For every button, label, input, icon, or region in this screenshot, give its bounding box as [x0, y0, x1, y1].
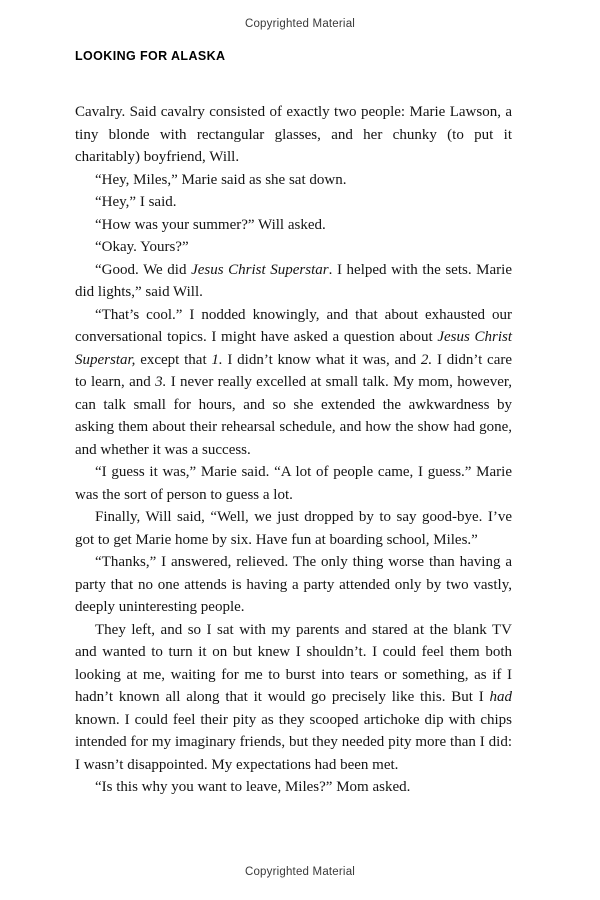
- paragraph: [75, 236, 512, 259]
- text-segment: “Hey,” I said.: [95, 194, 177, 210]
- text-segment: They left, and so I sat with my parents and stared at the blank TV and wanted to turn it on but knew I shouldn’t. I could feel them both looking at me, waiting for me to burst into tears or something, as if I hadn’t known all along that it would go precisely like this. But I: [75, 621, 512, 705]
- text-segment: “Thanks,” I answered, relieved. The only thing worse than having a party that no one attends is having a party attended only by two vastly, deeply uninteresting people.: [75, 554, 512, 615]
- text-segment-italic: 1.: [211, 351, 223, 368]
- copyright-notice-bottom: Copyrighted Material: [244, 866, 356, 878]
- text-segment: “Hey, Miles,” Marie said as she sat down.: [95, 171, 347, 188]
- text-segment: “Is this why you want to leave, Miles?” Mom asked.: [95, 779, 411, 795]
- paragraph: [75, 776, 512, 799]
- paragraph: [75, 191, 512, 214]
- text-segment: “How was your summer?” Will asked.: [95, 216, 326, 233]
- body-paragraphs: [75, 101, 512, 799]
- paragraph: [75, 506, 512, 551]
- text-segment: “I guess it was,” Marie said. “A lot of people came, I guess.” Marie was the sort of person to guess a lot.: [75, 464, 512, 503]
- text-segment: I didn’t know what it was, and: [222, 351, 421, 368]
- text-segment-italic: 3.: [155, 374, 167, 390]
- text-segment-italic: Jesus Christ Superstar,: [75, 329, 512, 368]
- text-segment: Cavalry. Said cavalry consisted of exactly two people: Marie Lawson, a tiny blonde with rectangular glasses, and her chunky (to put it charitably) boyfriend, Will.: [75, 104, 512, 165]
- paragraph: [75, 259, 512, 304]
- text-segment: known. I could feel their pity as they scooped artichoke dip with chips intended for my imaginary friends, but they needed pity more than I did: I wasn’t disappointed. My expectations had been met.: [75, 711, 512, 773]
- paragraph: [75, 619, 512, 777]
- paragraph: [75, 101, 512, 169]
- text-segment-italic: had: [489, 689, 512, 705]
- text-segment-italic: Jesus Christ Superstar: [191, 261, 329, 278]
- paragraph: [75, 551, 512, 619]
- paragraph: [75, 304, 512, 462]
- text-segment: . I helped with the sets. Marie did lights,” said Will.: [75, 261, 512, 300]
- text-segment: “That’s cool.” I nodded knowingly, and that about exhausted our conversational topics. I might have asked a question about: [75, 306, 512, 345]
- copyright-notice-top: Copyrighted Material: [244, 18, 356, 30]
- text-segment: “Good. We did: [95, 261, 192, 278]
- text-segment-italic: 2.: [420, 351, 433, 368]
- text-segment: except that: [135, 351, 212, 368]
- paragraph: [75, 461, 512, 506]
- text-segment: I never really excelled at small talk. My mom, however, can talk small for hours, and so she extended the awkwardness by asking them about their rehearsal schedule, and how the show had gone, and whether it was a success.: [75, 374, 512, 458]
- paragraph: [75, 169, 512, 192]
- text-segment: “Okay. Yours?”: [95, 239, 189, 255]
- running-header: LOOKING FOR ALASKA: [75, 49, 226, 63]
- paragraph: [75, 214, 512, 237]
- text-segment: Finally, Will said, “Well, we just dropped by to say good-bye. I’ve got to get Marie home by six. Have fun at boarding school, Miles.”: [75, 509, 512, 548]
- text-segment: I didn’t care to learn, and: [75, 351, 513, 390]
